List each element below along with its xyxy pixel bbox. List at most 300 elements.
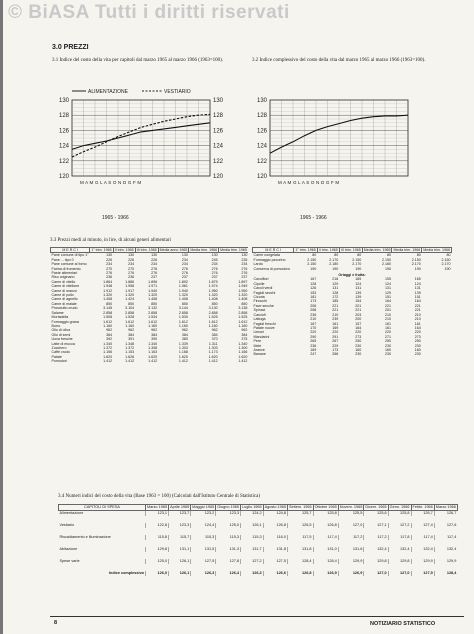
table-cell: 210: [414, 317, 421, 322]
table-cell: 290: [310, 334, 317, 339]
table-cell: 3.138: [238, 306, 248, 311]
table-cell: 1.412: [148, 359, 158, 364]
row-label: Cipolle: [253, 281, 265, 286]
table-cell: 131,0: [313, 547, 338, 552]
chart1-svg: [50, 84, 250, 224]
table-cell: 125,6: [364, 511, 388, 517]
table-cell: 2.150: [441, 257, 451, 262]
table-cell: 850: [106, 301, 113, 306]
table-cell: 173: [310, 299, 317, 304]
table-cell: 850: [151, 301, 158, 306]
table-cell: 962: [106, 328, 113, 333]
table-cell: 139: [355, 290, 362, 295]
table-cell: 850: [211, 301, 218, 306]
table-cell: 124: [414, 281, 421, 286]
table-cell: 1.525: [208, 315, 218, 320]
table-cell: 201: [355, 303, 362, 308]
table-cell: 80: [386, 253, 391, 258]
table-cell: 131: [384, 286, 391, 291]
row-label: Limoni: [253, 330, 265, 335]
table-cell: 250: [355, 339, 362, 344]
table2-col-header: Media trim. 1965: [363, 248, 391, 252]
table-cell: 131,8: [287, 547, 313, 552]
table-cell: 127,0: [338, 523, 364, 528]
table-cell: 117,4: [411, 535, 434, 540]
table-cell: 161: [384, 325, 391, 330]
table-cell: 129,9: [411, 559, 434, 564]
table-cell: 276: [151, 266, 158, 271]
table-cell: 129: [384, 290, 391, 295]
table-cell: 131,7: [241, 547, 264, 552]
table-cell: 2.150: [381, 257, 391, 262]
table3-col-header: Giugno 1965: [217, 505, 239, 509]
table-cell: 1.940: [178, 288, 188, 293]
table2-col-header: 1° trim. 1965: [91, 248, 112, 252]
table-cell: 384: [181, 332, 188, 337]
table-cell: 234: [128, 262, 135, 267]
table-cell: 230: [384, 343, 391, 348]
row-label: Lattuga: [253, 317, 266, 322]
table-cell: 131,8: [263, 547, 287, 552]
table-cell: 390: [151, 337, 158, 342]
table-row: [59, 571, 458, 576]
table-cell: 237: [181, 275, 188, 280]
row-spacer: [59, 528, 458, 535]
table-cell: 151: [414, 295, 421, 300]
table-cell: 151: [384, 295, 391, 300]
table-cell: 1.173: [208, 350, 218, 355]
table-cell: 2.858: [238, 310, 248, 315]
table-cell: 1.348: [125, 341, 135, 346]
table-cell: 270: [106, 266, 113, 271]
table-cell: 1.950: [238, 288, 248, 293]
table-cell: 125,7: [287, 511, 313, 517]
chart1-months: M A M G L A S O N D G F M: [80, 180, 142, 185]
table-cell: 1.412: [238, 359, 248, 364]
table3-col-header: Dicem. 1965: [365, 505, 387, 509]
table-cell: 190: [384, 266, 391, 271]
table-cell: 127,8: [216, 559, 241, 564]
table-cell: 1.864: [103, 279, 113, 284]
table-cell: 115,3: [216, 535, 241, 540]
table-cell: 221: [414, 303, 421, 308]
table2-col-header: Media trim. 1966: [190, 248, 218, 252]
table-cell: 125,8: [388, 511, 411, 517]
table-cell: 1.912: [103, 288, 113, 293]
table-cell: 154: [355, 299, 362, 304]
row-spacer: [59, 552, 458, 559]
table2-col-header: Media trim. 1966: [423, 248, 450, 252]
table-cell: 1.620: [178, 354, 188, 359]
table-cell: 247: [310, 352, 317, 357]
table-cell: 125,0: [216, 523, 241, 528]
table-cell: 128,4: [287, 559, 313, 564]
c1-ytick-right: 130: [213, 98, 224, 104]
table-cell: 236: [106, 275, 113, 280]
table-cell: 1.917: [125, 288, 135, 293]
table-cell: 230: [355, 352, 362, 357]
table-cell: 123,7: [169, 511, 191, 517]
table-cell: 234: [211, 262, 218, 267]
table-cell: 220: [384, 330, 391, 335]
table-cell: 129,8: [388, 559, 411, 564]
chart1-ticks: [59, 98, 224, 180]
row-label: Zucchero: [51, 345, 67, 350]
table-cell: 2.858: [178, 310, 188, 315]
row-label: Cavoli verdi: [253, 286, 273, 291]
table-cell: 1.528: [125, 315, 135, 320]
chart2-months: M A M G L A S O N D G F M: [278, 180, 340, 185]
table-cell: 234: [181, 257, 188, 262]
table-cell: 1.303: [178, 345, 188, 350]
table-cell: 127,0: [388, 571, 411, 576]
table-cell: 2.858: [208, 310, 218, 315]
table3: [58, 504, 458, 583]
table-cell: 115,7: [169, 535, 191, 540]
table-cell: 1.525: [238, 315, 248, 320]
table-cell: 1.339: [178, 341, 188, 346]
table-cell: 210: [384, 317, 391, 322]
table-cell: 129: [332, 281, 339, 286]
table-cell: 3.132: [148, 306, 158, 311]
table-cell: 167: [310, 321, 317, 326]
table-row: [59, 547, 458, 552]
c2-ytick-left: 130: [256, 98, 267, 104]
table-cell: 1.948: [103, 284, 113, 289]
table-cell: 221: [332, 308, 339, 313]
table-cell: 1.163: [148, 350, 158, 355]
row-label: Finocchi: [253, 299, 267, 304]
table-cell: 2.858: [103, 310, 113, 315]
table-cell: 132,4: [411, 547, 434, 552]
table-cell: 1.950: [208, 288, 218, 293]
table2-col-header: II trim. 1965: [318, 248, 338, 252]
row-label: Fagioli freschi: [253, 321, 276, 326]
table3-col-header: Ottobre 1965: [314, 505, 337, 509]
table-cell: 236: [310, 343, 317, 348]
table-cell: 115,8: [146, 535, 169, 540]
row-label: Pane comune al forno: [51, 262, 87, 267]
table-cell: 230: [414, 343, 421, 348]
chart2-ticks: [257, 98, 268, 180]
table-cell: 250: [414, 339, 421, 344]
table-cell: 3.144: [178, 306, 188, 311]
table-cell: 2.150: [352, 257, 362, 262]
table-cell: 130: [151, 253, 158, 258]
table-cell: 1.408: [148, 297, 158, 302]
table2-col-header: Media anno 1965: [159, 248, 188, 252]
table-cell: 139: [355, 295, 362, 300]
table-cell: 124,8: [263, 511, 287, 517]
table-cell: 392: [106, 337, 113, 342]
row-spacer: [59, 540, 458, 547]
table-cell: 167: [310, 277, 317, 282]
table-cell: 221: [384, 303, 391, 308]
table-cell: 1.612: [238, 319, 248, 324]
c1-ytick-right: 126: [213, 128, 224, 135]
table-cell: 2.170: [352, 262, 362, 267]
footer-title: NOTIZIARIO STATISTICO: [370, 621, 436, 627]
chart2-caption: 3.2 Indice complessivo del costo della vita dal marzo 1965 al marzo 1966 (1963=100).: [252, 58, 426, 63]
table-cell: 273: [355, 334, 362, 339]
table-cell: 230: [355, 343, 362, 348]
table3-col-header: Settem. 1965: [288, 505, 312, 509]
table-cell: 230: [414, 352, 421, 357]
table2-left: [50, 247, 248, 364]
table-cell: 130: [181, 253, 188, 258]
table-cell: 1.961: [178, 284, 188, 289]
table-cell: 126,3: [241, 571, 264, 576]
table-cell: 276: [211, 266, 218, 271]
table-cell: 164: [414, 299, 421, 304]
table-cell: 1.320: [125, 293, 135, 298]
table-cell: 962: [211, 328, 218, 333]
row-label: Cavolfiori: [253, 277, 269, 282]
row-label: Formaggio pecorino: [253, 257, 286, 262]
table3-col-header: Luglio 1965: [242, 505, 262, 509]
table-cell: 1.620: [238, 354, 248, 359]
table3-header-first: CAPITOLI DI SPESA: [59, 505, 146, 511]
row-label: Prosciutto crudo: [51, 306, 78, 311]
table-cell: 117,2: [364, 535, 388, 540]
table-cell: 3.130: [208, 306, 218, 311]
section-title: 3.0 PREZZI: [52, 44, 89, 51]
row-label: Riso originario: [51, 275, 75, 280]
c1-ytick-left: 126: [58, 128, 69, 135]
legend-vestiario: VESTIARIO: [164, 89, 191, 95]
table-cell: 117,4: [313, 535, 338, 540]
table-cell: 80: [416, 253, 421, 258]
table-cell: 276: [181, 271, 188, 276]
table-cell: 130: [241, 253, 248, 258]
table-cell: 127,5: [263, 559, 287, 564]
table-cell: 221: [414, 308, 421, 313]
table-cell: 164: [384, 299, 391, 304]
table-cell: 132,4: [364, 547, 388, 552]
table-cell: 291: [332, 334, 339, 339]
table-cell: 1.168: [178, 350, 188, 355]
table-cell: 370: [211, 337, 218, 342]
row-label: Riscaldamento e illuminazione: [59, 535, 111, 539]
row-label: Latte di mucca: [51, 341, 75, 346]
table-cell: 1.408: [208, 297, 218, 302]
chart1-grid: [72, 100, 210, 176]
table2-col-header: Media trim. 1966: [393, 248, 421, 252]
row-label: Farina di frumento: [51, 266, 81, 271]
table-cell: 1.372: [125, 345, 135, 350]
table-cell: 160: [414, 347, 421, 352]
table-cell: 126,1: [169, 559, 191, 564]
table-cell: 1.311: [208, 341, 218, 346]
table-cell: 237: [151, 275, 158, 280]
table-cell: 169: [332, 325, 339, 330]
table-cell: 117,2: [338, 535, 364, 540]
table-cell: 201: [384, 308, 391, 313]
table-cell: 1.897: [238, 279, 248, 284]
table2-caption: 3.3 Prezzi medi al minuto, in lire, di alcuni generi alimentari: [50, 238, 171, 243]
table3-col-header: Genn. 1966: [389, 505, 410, 509]
row-label: Carne di vitellone: [51, 284, 80, 289]
table-cell: 3.145: [103, 306, 113, 311]
c1-ytick-left: 124: [58, 143, 69, 150]
table-cell: 850: [181, 301, 188, 306]
table-cell: 2.160: [381, 262, 391, 267]
table-cell: 130: [128, 253, 135, 258]
table-cell: 129,8: [146, 547, 169, 552]
row-label: Fave secche: [253, 303, 274, 308]
table-cell: 1.300: [238, 345, 248, 350]
row-label: Olio di semi: [51, 332, 71, 337]
table-cell: 266: [332, 352, 339, 357]
table-cell: 117,4: [434, 535, 457, 540]
table-cell: 190: [310, 266, 317, 271]
c1-ytick-right: 124: [213, 143, 224, 150]
table-cell: 203: [355, 312, 362, 317]
table-cell: 384: [128, 332, 135, 337]
c1-ytick-left: 122: [58, 158, 69, 165]
table-cell: 1.612: [148, 319, 158, 324]
table-cell: 226: [151, 257, 158, 262]
table-cell: 267: [332, 339, 339, 344]
table-cell: 165: [414, 277, 421, 282]
table-cell: 115,3: [191, 535, 216, 540]
table-cell: 1.166: [238, 350, 248, 355]
table2-right-header: M E R C I: [253, 248, 294, 253]
table-cell: 1.320: [103, 293, 113, 298]
table-cell: 126: [310, 286, 317, 291]
table-cell: 384: [151, 332, 158, 337]
chart2-svg: [248, 84, 448, 224]
table-cell: 173: [332, 347, 339, 352]
table-cell: 271: [384, 334, 391, 339]
row-label: Alimentazione: [59, 511, 84, 515]
row-label: Carne di manzo: [51, 288, 77, 293]
table-cell: 131,1: [169, 547, 191, 552]
table-cell: 1.156: [103, 350, 113, 355]
table-cell: 2.150: [307, 262, 317, 267]
table-cell: 276: [151, 271, 158, 276]
table-cell: 115,3: [241, 535, 264, 540]
table-cell: 130: [106, 253, 113, 258]
table-cell: 1.958: [125, 284, 135, 289]
chart1: [50, 84, 250, 224]
table-cell: 384: [241, 332, 248, 337]
table-cell: 126,3: [191, 571, 216, 576]
table-cell: 129,9: [338, 559, 364, 564]
table-cell: 1.971: [148, 284, 158, 289]
table-cell: 850: [128, 301, 135, 306]
table-cell: 384: [106, 332, 113, 337]
row-label: Patate: [51, 354, 62, 359]
table-cell: 125,0: [146, 559, 169, 564]
table-cell: 1.620: [148, 354, 158, 359]
table-cell: 131,6: [338, 547, 364, 552]
table-cell: 117,5: [287, 535, 313, 540]
table-cell: 127,2: [388, 523, 411, 528]
table-cell: 155: [384, 277, 391, 282]
table-cell: 1.340: [148, 341, 158, 346]
row-label: Pomodori: [51, 359, 67, 364]
table-cell: 1.620: [103, 354, 113, 359]
table-cell: 276: [181, 266, 188, 271]
row-label: Lardo: [253, 262, 263, 267]
table-cell: 123,3: [169, 523, 191, 528]
table-cell: 2.170: [441, 262, 451, 267]
table3-col-header: Aprile 1965: [170, 505, 190, 509]
table-cell: 128,4: [313, 559, 338, 564]
table-cell: 1.612: [178, 319, 188, 324]
table-cell: 1.160: [103, 323, 113, 328]
row-label: Cicoria: [253, 295, 265, 300]
table-cell: 190: [414, 266, 421, 271]
table-cell: 80: [312, 253, 317, 258]
table-cell: 129,8: [364, 559, 388, 564]
row-label: Formaggio grana: [51, 319, 79, 324]
table-cell: 226: [128, 257, 135, 262]
row-label: Carne congelata: [253, 253, 280, 258]
row-label: Carne di agnello: [51, 297, 78, 302]
table-cell: 234: [181, 262, 188, 267]
table-cell: 380: [181, 337, 188, 342]
row-label: Pere: [253, 339, 262, 344]
table-cell: 126,0: [146, 571, 169, 576]
table-cell: 2.858: [125, 310, 135, 315]
table-cell: 221: [332, 303, 339, 308]
watermark: © BiASA Tutti i diritti riservati: [8, 2, 290, 23]
table-cell: 230: [384, 352, 391, 357]
table-cell: 220: [332, 330, 339, 335]
table2-col-header: III trim. 1965: [136, 248, 157, 252]
row-label: Pane comune di tipo 1°: [51, 253, 89, 258]
table-cell: 1.160: [208, 323, 218, 328]
table-cell: 1.320: [238, 293, 248, 298]
row-label: Abitazione: [59, 547, 78, 551]
row-label: Conserva di pomodoro: [253, 266, 290, 271]
table-cell: 1.612: [125, 319, 135, 324]
table-cell: 384: [211, 332, 218, 337]
table-cell: 131,5: [191, 547, 216, 552]
table-cell: 237: [211, 275, 218, 280]
table-cell: 276: [211, 271, 218, 276]
table-cell: 160: [355, 347, 362, 352]
table-row: [59, 559, 458, 564]
row-label: Salame: [51, 310, 64, 315]
table-cell: 221: [355, 308, 362, 313]
chart1-caption: 3.1 Indice del costo della vita per capitoli dal marzo 1965 al marzo 1966 (1963=100).: [52, 58, 224, 63]
table-cell: 229: [332, 343, 339, 348]
table-cell: 126,9: [313, 571, 338, 576]
c1-ytick-left: 120: [58, 174, 69, 180]
table-cell: 132,4: [388, 547, 411, 552]
table-cell: 276: [241, 266, 248, 271]
table-cell: 1.940: [148, 288, 158, 293]
table-cell: 172: [332, 295, 339, 300]
row-label: Uova fresche: [51, 337, 73, 342]
table2-col-header: 1° trim. 1965: [295, 248, 316, 252]
table3-col-header: Febbr. 1966: [412, 505, 433, 509]
table-cell: 161: [332, 321, 339, 326]
table-cell: 239: [332, 317, 339, 322]
table-cell: 125,8: [313, 511, 338, 517]
table-cell: 200: [355, 317, 362, 322]
table-cell: 1.879: [208, 279, 218, 284]
table-cell: 124: [355, 281, 362, 286]
table-cell: 2.150: [307, 257, 317, 262]
table-cell: 237: [241, 275, 248, 280]
table-subheading: Ortaggi e frutta:: [338, 273, 366, 278]
table-row: [59, 535, 458, 540]
table-cell: 226: [106, 257, 113, 262]
